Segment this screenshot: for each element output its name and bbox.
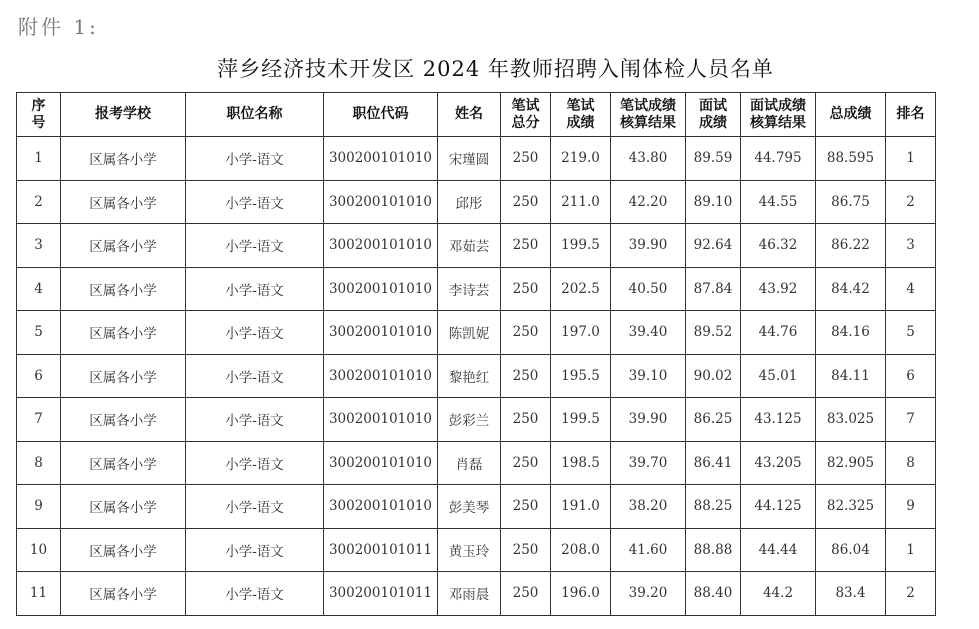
cell-written-score: 198.5	[551, 441, 611, 485]
cell-position-code: 300200101010	[324, 485, 438, 529]
cell-written-score: 199.5	[551, 224, 611, 268]
column-header-text: 笔试	[511, 97, 540, 114]
cell-written-score: 208.0	[551, 528, 611, 572]
candidate-roster-table	[16, 92, 936, 616]
cell-interview-score: 89.59	[686, 137, 741, 181]
column-header-text: 职位代码	[352, 106, 409, 122]
cell-written-total: 250	[501, 137, 551, 181]
cell-position-code: 300200101010	[324, 354, 438, 398]
cell-written-total: 250	[501, 180, 551, 224]
cell-interview-score: 88.40	[686, 572, 741, 616]
cell-interview-converted: 43.205	[741, 441, 816, 485]
cell-seq: 3	[17, 224, 61, 268]
column-header-text: 号	[31, 114, 46, 131]
column-header-text: 序	[31, 97, 46, 114]
cell-interview-converted: 43.92	[741, 267, 816, 311]
cell-interview-converted: 44.55	[741, 180, 816, 224]
cell-seq: 5	[17, 311, 61, 355]
cell-position-name: 小学-语文	[186, 180, 324, 224]
column-header-written-total	[501, 93, 551, 137]
cell-name: 宋瑾圆	[438, 137, 501, 181]
table-body	[17, 137, 936, 616]
cell-written-converted: 39.40	[611, 311, 686, 355]
cell-name: 邱彤	[438, 180, 501, 224]
cell-total-score: 82.905	[816, 441, 886, 485]
cell-name: 陈凯妮	[438, 311, 501, 355]
cell-written-score: 196.0	[551, 572, 611, 616]
cell-total-score: 86.04	[816, 528, 886, 572]
cell-name: 李诗芸	[438, 267, 501, 311]
cell-seq: 2	[17, 180, 61, 224]
cell-position-code: 300200101011	[324, 528, 438, 572]
cell-written-converted: 39.20	[611, 572, 686, 616]
cell-school: 区属各小学	[61, 267, 186, 311]
column-header-text: 面试	[699, 97, 727, 114]
cell-name: 黄玉玲	[438, 528, 501, 572]
cell-written-score: 219.0	[551, 137, 611, 181]
cell-rank: 1	[886, 137, 936, 181]
cell-written-total: 250	[501, 398, 551, 442]
cell-total-score: 84.42	[816, 267, 886, 311]
cell-position-name: 小学-语文	[186, 224, 324, 268]
cell-written-total: 250	[501, 311, 551, 355]
cell-interview-score: 88.88	[686, 528, 741, 572]
cell-total-score: 84.11	[816, 354, 886, 398]
cell-written-score: 211.0	[551, 180, 611, 224]
cell-total-score: 83.4	[816, 572, 886, 616]
cell-rank: 9	[886, 485, 936, 529]
column-header-text: 笔试	[566, 97, 595, 114]
cell-position-code: 300200101010	[324, 311, 438, 355]
cell-interview-converted: 45.01	[741, 354, 816, 398]
column-header-text: 笔试成绩	[620, 97, 676, 114]
cell-written-score: 199.5	[551, 398, 611, 442]
cell-rank: 7	[886, 398, 936, 442]
cell-interview-converted: 44.795	[741, 137, 816, 181]
cell-interview-score: 89.52	[686, 311, 741, 355]
cell-written-total: 250	[501, 441, 551, 485]
cell-school: 区属各小学	[61, 137, 186, 181]
cell-position-code: 300200101010	[324, 267, 438, 311]
cell-seq: 1	[17, 137, 61, 181]
cell-name: 邓茹芸	[438, 224, 501, 268]
cell-written-converted: 38.20	[611, 485, 686, 529]
cell-interview-converted: 46.32	[741, 224, 816, 268]
table-row	[17, 267, 936, 311]
cell-position-code: 300200101010	[324, 441, 438, 485]
cell-rank: 1	[886, 528, 936, 572]
cell-rank: 5	[886, 311, 936, 355]
column-header-text: 职位名称	[226, 106, 283, 122]
cell-total-score: 86.22	[816, 224, 886, 268]
cell-written-converted: 39.90	[611, 398, 686, 442]
table-row	[17, 311, 936, 355]
table-row	[17, 572, 936, 616]
cell-interview-score: 87.84	[686, 267, 741, 311]
column-header-text: 总成绩	[829, 106, 872, 122]
attachment-label: 附件 1:	[18, 15, 99, 39]
cell-seq: 9	[17, 485, 61, 529]
cell-school: 区属各小学	[61, 441, 186, 485]
column-header-text: 成绩	[566, 114, 595, 131]
cell-seq: 10	[17, 528, 61, 572]
table-row	[17, 398, 936, 442]
cell-name: 邓雨晨	[438, 572, 501, 616]
cell-position-name: 小学-语文	[186, 528, 324, 572]
cell-position-code: 300200101011	[324, 572, 438, 616]
cell-rank: 3	[886, 224, 936, 268]
cell-total-score: 88.595	[816, 137, 886, 181]
cell-rank: 2	[886, 180, 936, 224]
column-header-name	[438, 93, 501, 137]
cell-position-name: 小学-语文	[186, 354, 324, 398]
cell-school: 区属各小学	[61, 485, 186, 529]
cell-position-name: 小学-语文	[186, 267, 324, 311]
cell-written-converted: 39.70	[611, 441, 686, 485]
cell-written-total: 250	[501, 224, 551, 268]
cell-interview-score: 86.25	[686, 398, 741, 442]
cell-position-name: 小学-语文	[186, 398, 324, 442]
cell-position-name: 小学-语文	[186, 311, 324, 355]
cell-position-code: 300200101010	[324, 224, 438, 268]
cell-position-name: 小学-语文	[186, 485, 324, 529]
table-row	[17, 354, 936, 398]
column-header-interview-score	[686, 93, 741, 137]
cell-position-name: 小学-语文	[186, 137, 324, 181]
cell-school: 区属各小学	[61, 224, 186, 268]
cell-written-score: 202.5	[551, 267, 611, 311]
column-header-school	[61, 93, 186, 137]
column-header-position-code	[324, 93, 438, 137]
cell-name: 黎艳红	[438, 354, 501, 398]
cell-rank: 8	[886, 441, 936, 485]
cell-school: 区属各小学	[61, 311, 186, 355]
column-header-text: 核算结果	[750, 114, 806, 131]
cell-school: 区属各小学	[61, 572, 186, 616]
cell-interview-converted: 44.44	[741, 528, 816, 572]
cell-written-converted: 42.20	[611, 180, 686, 224]
cell-interview-score: 90.02	[686, 354, 741, 398]
cell-written-converted: 39.10	[611, 354, 686, 398]
column-header-written-score	[551, 93, 611, 137]
cell-interview-converted: 44.76	[741, 311, 816, 355]
cell-school: 区属各小学	[61, 354, 186, 398]
cell-written-total: 250	[501, 485, 551, 529]
cell-rank: 4	[886, 267, 936, 311]
cell-seq: 8	[17, 441, 61, 485]
cell-written-total: 250	[501, 528, 551, 572]
cell-total-score: 84.16	[816, 311, 886, 355]
cell-written-total: 250	[501, 354, 551, 398]
cell-name: 肖磊	[438, 441, 501, 485]
cell-written-total: 250	[501, 572, 551, 616]
column-header-rank	[886, 93, 936, 137]
table-row	[17, 180, 936, 224]
cell-total-score: 86.75	[816, 180, 886, 224]
cell-name: 彭彩兰	[438, 398, 501, 442]
cell-interview-converted: 44.2	[741, 572, 816, 616]
cell-seq: 11	[17, 572, 61, 616]
column-header-seq	[17, 93, 61, 137]
table-row	[17, 528, 936, 572]
cell-interview-score: 89.10	[686, 180, 741, 224]
cell-school: 区属各小学	[61, 528, 186, 572]
cell-written-converted: 41.60	[611, 528, 686, 572]
column-header-text: 核算结果	[620, 114, 676, 131]
cell-total-score: 83.025	[816, 398, 886, 442]
table-header-row	[17, 93, 936, 137]
cell-written-converted: 39.90	[611, 224, 686, 268]
cell-written-converted: 43.80	[611, 137, 686, 181]
cell-interview-score: 88.25	[686, 485, 741, 529]
cell-interview-score: 92.64	[686, 224, 741, 268]
column-header-written-converted	[611, 93, 686, 137]
column-header-text: 成绩	[699, 114, 727, 131]
table-row	[17, 137, 936, 181]
cell-name: 彭美琴	[438, 485, 501, 529]
column-header-position-name	[186, 93, 324, 137]
cell-total-score: 82.325	[816, 485, 886, 529]
cell-position-name: 小学-语文	[186, 441, 324, 485]
cell-written-score: 197.0	[551, 311, 611, 355]
cell-interview-converted: 43.125	[741, 398, 816, 442]
column-header-text: 面试成绩	[750, 97, 806, 114]
cell-written-total: 250	[501, 267, 551, 311]
cell-rank: 6	[886, 354, 936, 398]
column-header-text: 报考学校	[95, 106, 151, 122]
cell-seq: 4	[17, 267, 61, 311]
cell-seq: 6	[17, 354, 61, 398]
table-row	[17, 485, 936, 529]
document-title: 萍乡经济技术开发区 2024 年教师招聘入闱体检人员名单	[217, 57, 774, 81]
column-header-total-score	[816, 93, 886, 137]
cell-rank: 2	[886, 572, 936, 616]
cell-position-code: 300200101010	[324, 137, 438, 181]
cell-position-name: 小学-语文	[186, 572, 324, 616]
column-header-text: 总分	[511, 114, 540, 131]
cell-interview-score: 86.41	[686, 441, 741, 485]
cell-school: 区属各小学	[61, 180, 186, 224]
column-header-text: 姓名	[455, 106, 483, 122]
table-row	[17, 224, 936, 268]
column-header-text: 排名	[896, 106, 925, 122]
table-row	[17, 441, 936, 485]
cell-written-converted: 40.50	[611, 267, 686, 311]
cell-interview-converted: 44.125	[741, 485, 816, 529]
cell-seq: 7	[17, 398, 61, 442]
cell-school: 区属各小学	[61, 398, 186, 442]
cell-position-code: 300200101010	[324, 180, 438, 224]
column-header-interview-converted	[741, 93, 816, 137]
cell-position-code: 300200101010	[324, 398, 438, 442]
cell-written-score: 195.5	[551, 354, 611, 398]
cell-written-score: 191.0	[551, 485, 611, 529]
